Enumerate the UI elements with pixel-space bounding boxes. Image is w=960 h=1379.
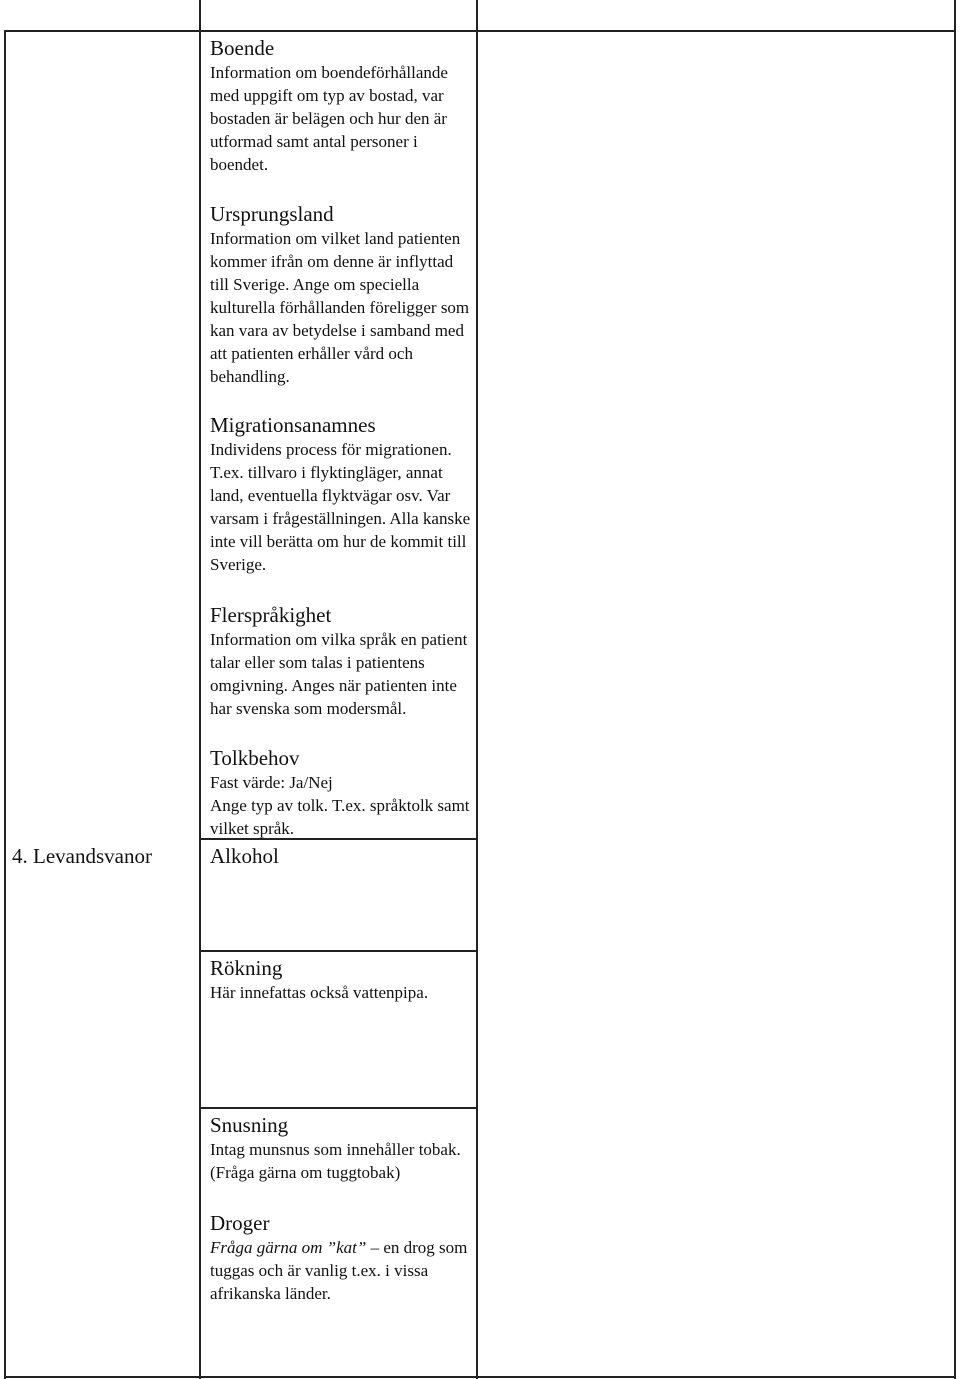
item-description-rest: en drog som tuggas och är vanlig t.ex. i vissa afrikanska länder.	[210, 1238, 468, 1303]
item-heading: Ursprungsland	[210, 202, 334, 226]
item-heading: Alkohol	[210, 844, 279, 868]
item-value-type: Fast värde: Ja/Nej	[210, 773, 333, 792]
table-top-border	[4, 30, 956, 32]
item-boende	[210, 35, 472, 176]
item-heading: Tolkbehov	[210, 746, 300, 770]
column-divider-1	[199, 0, 201, 1379]
section-label	[12, 843, 152, 869]
item-description: Information om vilket land patienten kommer ifrån om denne är inflyttad till Sverige. Ange om speciella kulturella förhållanden föreligger som kan vara av betydelse i samband med att patienten erhåller vård och behandling.	[210, 229, 470, 386]
item-description: Information om boendeförhållande med uppgift om typ av bostad, var bostaden är belägen och hur den är utformad samt antal personer i boendet.	[210, 63, 448, 174]
item-rokning	[210, 955, 472, 1004]
item-heading: Droger	[210, 1211, 270, 1235]
table-right-border	[954, 0, 956, 1379]
item-droger	[210, 1210, 472, 1305]
table-bottom-border	[4, 1376, 956, 1378]
item-heading: Flerspråkighet	[210, 603, 332, 627]
item-description: Här innefattas också vattenpipa.	[210, 983, 429, 1002]
table-left-border	[4, 30, 6, 1379]
item-heading: Boende	[210, 36, 275, 60]
item-flersprakighet	[210, 602, 472, 720]
item-tolkbehov	[210, 745, 472, 840]
item-description-italic: Fråga gärna om ”kat” –	[210, 1238, 380, 1257]
item-description: Intag munsnus som innehåller tobak. (Fråga gärna om tuggtobak)	[210, 1140, 461, 1182]
row-divider-rokning	[199, 950, 478, 952]
row-divider-snusning	[199, 1107, 478, 1109]
section-title: Levandsvanor	[33, 844, 152, 868]
item-ursprungsland	[210, 201, 472, 388]
item-heading: Rökning	[210, 956, 283, 980]
column-divider-2	[476, 0, 478, 1379]
section-number: 4.	[12, 844, 28, 868]
item-description: Ange typ av tolk. T.ex. språktolk samt vilket språk.	[210, 796, 470, 838]
item-snusning	[210, 1112, 472, 1184]
item-alkohol	[210, 843, 472, 869]
item-description: Individens process för migrationen. T.ex. tillvaro i flyktingläger, annat land, eventuella flyktvägar osv. Var varsam i frågeställningen. Alla kanske inte vill berätta om hur de kommit till Sverige.	[210, 440, 471, 574]
item-description	[210, 1236, 472, 1305]
item-description: Information om vilka språk en patient talar eller som talas i patientens omgivning. Anges när patienten inte har svenska som modersmål.	[210, 630, 468, 718]
item-heading: Migrationsanamnes	[210, 413, 376, 437]
item-migrationsanamnes	[210, 412, 472, 576]
item-heading: Snusning	[210, 1113, 289, 1137]
